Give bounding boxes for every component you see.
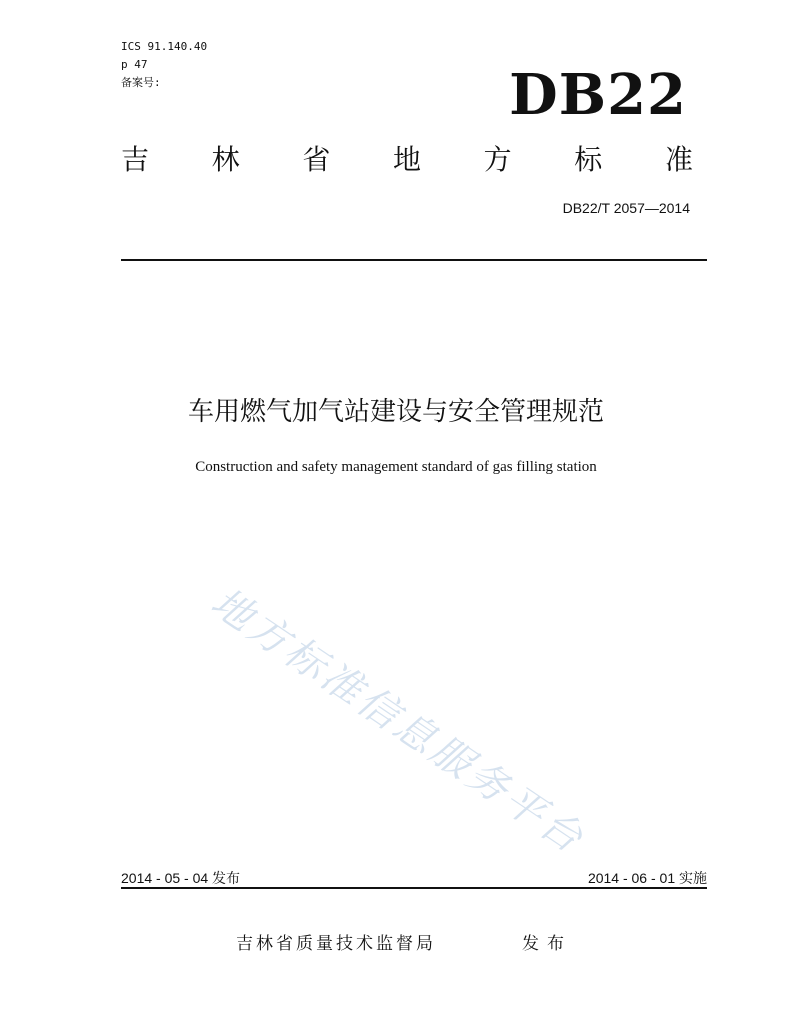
document-title-english: Construction and safety management standard of gas filling station [195,459,597,475]
standard-number: DB22/T 2057—2014 [562,200,690,216]
ccs-code: p 47 [121,58,148,71]
category-char: 标 [574,143,603,176]
issue-date: 2014 - 05 - 04 发布 [121,870,241,886]
filing-number-label: 备案号: [121,76,161,89]
issue-verb: 发布 [522,934,572,954]
implementation-date: 2014 - 06 - 01 实施 [587,870,707,886]
standard-category-heading [121,140,693,180]
standard-code-logo: DB22 [509,62,687,128]
issuing-authority: 吉林省质量技术监督局 [236,934,436,954]
category-char: 准 [664,143,693,176]
document-title-chinese: 车用燃气加气站建设与安全管理规范 [187,397,604,427]
category-char: 林 [211,143,240,176]
category-char: 地 [392,143,421,176]
category-char: 省 [302,143,331,176]
category-char: 方 [483,143,512,176]
header-divider [121,259,707,261]
watermark-text: 地方标准信息服务平台 [202,579,594,864]
ics-code: ICS 91.140.40 [121,40,208,53]
category-char: 吉 [121,143,150,176]
footer-divider [121,887,707,889]
